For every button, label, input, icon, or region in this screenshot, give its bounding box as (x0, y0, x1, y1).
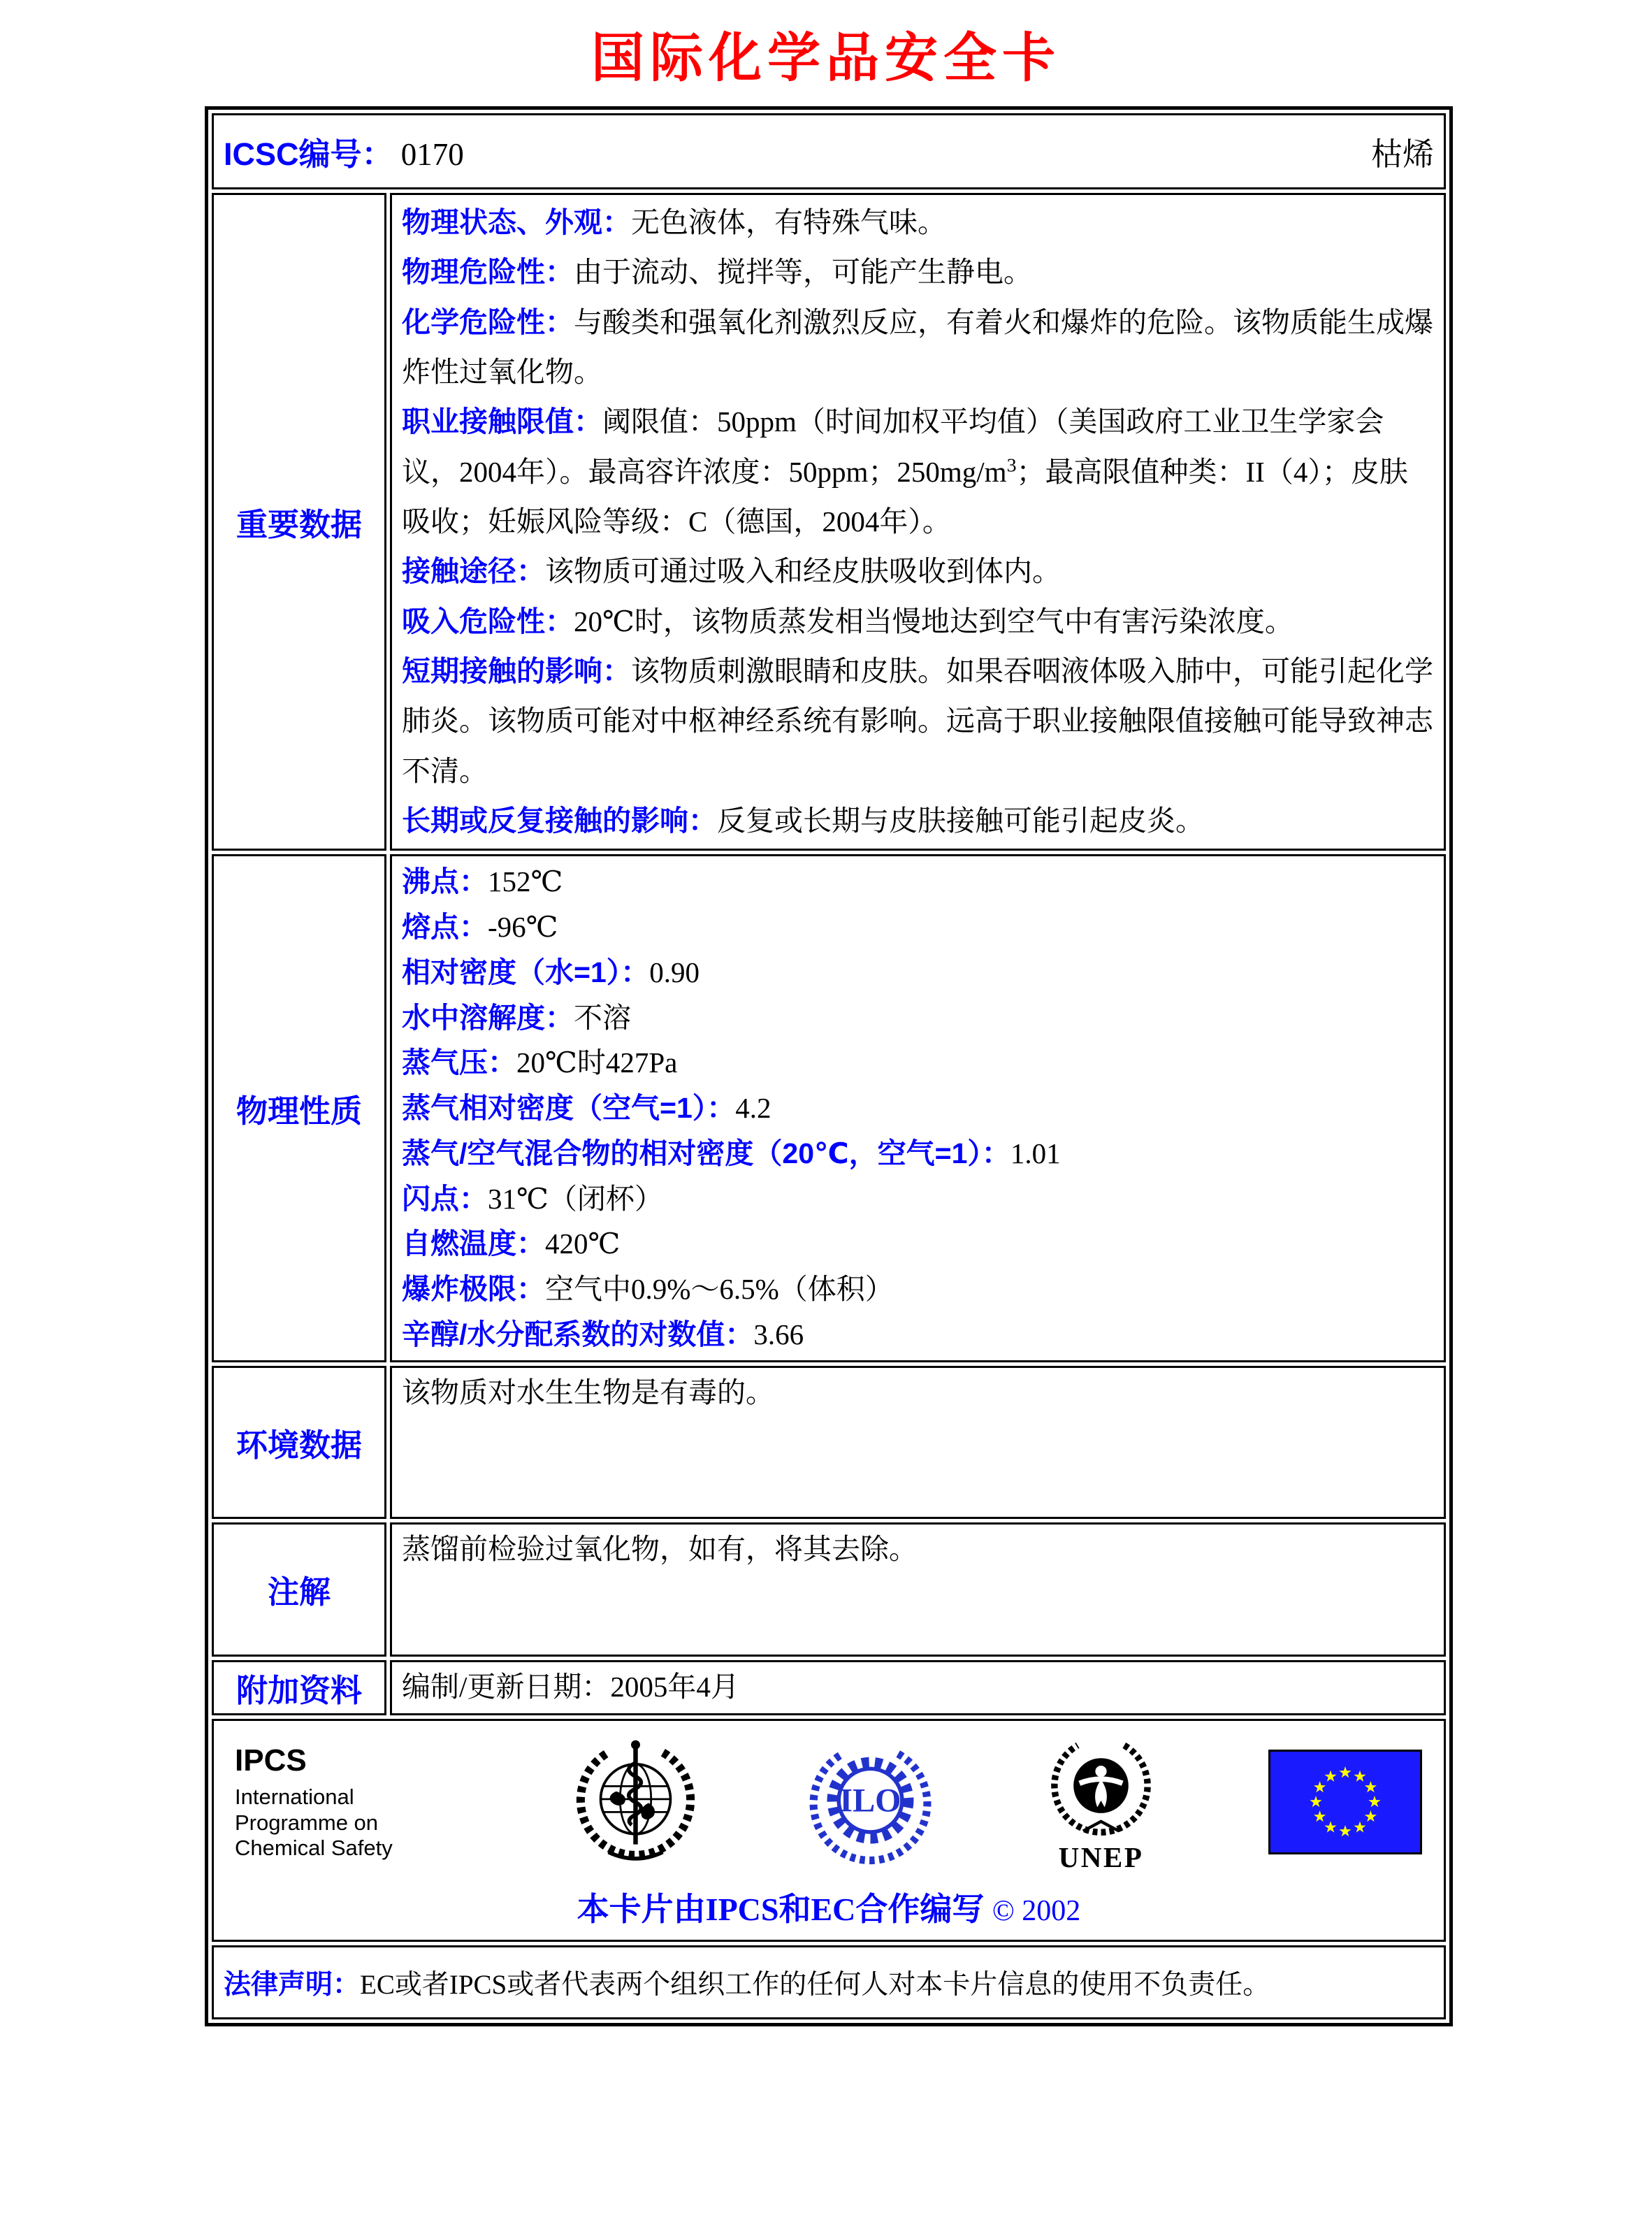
field-label: 沸点： (402, 865, 488, 898)
unep-icon (1040, 1731, 1162, 1874)
property-line: 职业接触限值：阈限值：50ppm（时间加权平均值）（美国政府工业卫生学家会议，2004年）。最高容许浓度：50ppm；$250mg/m^3$；最高限值种类：II（4）；皮肤吸收；妊娠风险等级：C（德国，2004年）。 (402, 405, 1408, 538)
logos-cell (212, 1719, 1446, 1942)
additional-info-content (390, 1660, 1446, 1715)
footer-caption (235, 1884, 1423, 1930)
ipcs-line-3: Chemical Safety (235, 1836, 393, 1861)
field-label: 蒸气压： (402, 1046, 516, 1079)
property-line: 熔点：-96℃ (402, 911, 558, 944)
who-icon (571, 1736, 700, 1868)
additional-info-text: 编制/更新日期：2005年4月 (402, 1671, 739, 1703)
property-line: 接触途径：该物质可通过吸入和经皮肤吸收到体内。 (402, 555, 1061, 588)
field-label: 相对密度（水=1）： (402, 956, 650, 988)
property-line: 相对密度（水=1）：0.90 (402, 956, 700, 988)
notes-text: 蒸馏前检验过氧化物，如有，将其去除。 (402, 1532, 918, 1565)
section-label-physical-text: 物理性质 (236, 1093, 362, 1129)
notes-content (390, 1522, 1446, 1657)
section-label-physical (212, 854, 386, 1362)
environment-text: 该物质对水生生物是有毒的。 (402, 1376, 774, 1408)
field-label: 蒸气/空气混合物的相对密度（20℃，空气=1）： (402, 1137, 1010, 1169)
field-label: 爆炸极限： (402, 1273, 545, 1306)
field-label: 职业接触限值： (402, 405, 602, 438)
icsc-card-table (205, 106, 1453, 2026)
icsc-number-value: 0170 (400, 137, 464, 172)
property-line: 自燃温度：420℃ (402, 1227, 621, 1260)
property-line: 物理状态、外观：无色液体，有特殊气味。 (402, 206, 946, 238)
property-line: 物理危险性：由于流动、搅拌等，可能产生静电。 (402, 256, 1032, 289)
section-label-environment (212, 1366, 386, 1519)
footer-caption-text: 本卡片由IPCS和EC合作编写 (577, 1891, 985, 1927)
eu-flag-icon (1268, 1750, 1423, 1854)
ipcs-block (235, 1743, 465, 1861)
section-label-environment-text: 环境数据 (236, 1427, 362, 1463)
additional-info-row (212, 1660, 1446, 1715)
ipcs-line-2: Programme on (235, 1810, 379, 1835)
physical-properties-content (390, 854, 1446, 1362)
ipcs-acronym: IPCS (235, 1743, 307, 1778)
field-label: 接触途径： (402, 555, 545, 588)
property-line: 长期或反复接触的影响：反复或长期与皮肤接触可能引起皮炎。 (402, 804, 1204, 837)
field-label: 物理危险性： (402, 256, 574, 289)
field-label: 熔点： (402, 911, 488, 944)
chemical-name: 枯烯 (1370, 137, 1434, 172)
ilo-icon (806, 1736, 935, 1868)
physical-properties-row (212, 854, 1446, 1362)
field-label: 自燃温度： (402, 1227, 545, 1260)
environment-content (390, 1366, 1446, 1519)
property-line: 吸入危险性：20℃时，该物质蒸发相当慢地达到空气中有害污染浓度。 (402, 605, 1294, 637)
field-label: 长期或反复接触的影响： (402, 804, 717, 837)
section-label-notes (212, 1522, 386, 1657)
legal-label: 法律声明： (224, 1969, 361, 2000)
ilo-letters: ILO (839, 1782, 901, 1819)
property-line: 化学危险性：与酸类和强氧化剂激烈反应，有着火和爆炸的危险。该物质能生成爆炸性过氧化物。 (402, 305, 1433, 388)
legal-text: EC或者IPCS或者代表两个组织工作的任何人对本卡片信息的使用不负责任。 (360, 1969, 1270, 2000)
field-label: 蒸气相对密度（空气=1）： (402, 1092, 736, 1125)
field-label: 物理状态、外观： (402, 206, 631, 238)
field-label: 吸入危险性： (402, 605, 574, 637)
section-label-notes-text: 注解 (267, 1574, 331, 1610)
property-line: 水中溶解度：不溶 (402, 1001, 631, 1034)
property-line: 蒸气/空气混合物的相对密度（20℃，空气=1）：1.01 (402, 1137, 1061, 1169)
section-label-important (212, 193, 386, 851)
notes-row (212, 1522, 1446, 1657)
icsc-header-cell (212, 113, 1446, 189)
icsc-number-row (212, 113, 1446, 189)
field-label: 辛醇/水分配系数的对数值： (402, 1318, 754, 1350)
ipcs-line-1: International (235, 1785, 354, 1810)
property-line: 闪点：31℃（闭杯） (402, 1182, 663, 1215)
logos-row (212, 1719, 1446, 1942)
environment-row (212, 1366, 1446, 1519)
property-line: 辛醇/水分配系数的对数值：3.66 (402, 1318, 804, 1350)
field-label: 短期接触的影响： (402, 654, 631, 687)
property-line: 短期接触的影响：该物质刺激眼睛和皮肤。如果吞咽液体吸入肺中，可能引起化学肺炎。该物质可能对中枢神经系统有影响。远高于职业接触限值接触可能导致神志不清。 (402, 654, 1433, 787)
section-label-additional (212, 1660, 386, 1715)
field-label: 闪点： (402, 1182, 488, 1215)
section-label-additional-text: 附加资料 (236, 1672, 362, 1708)
property-line: 蒸气压：20℃时427Pa (402, 1046, 678, 1079)
property-line: 沸点：152℃ (402, 865, 563, 898)
unep-label: UNEP (1058, 1840, 1144, 1873)
icsc-number-group (224, 129, 464, 174)
legal-cell (212, 1945, 1446, 2019)
important-data-content (390, 193, 1446, 851)
property-line: 爆炸极限：空气中0.9%～6.5%（体积） (402, 1273, 894, 1306)
section-label-important-text: 重要数据 (236, 507, 362, 543)
copyright-text: © 2002 (992, 1894, 1081, 1927)
page-title: 国际化学品安全卡 (591, 29, 1061, 88)
field-label: 化学危险性： (402, 305, 574, 338)
icsc-number-label: ICSC编号： (224, 136, 393, 172)
legal-row (212, 1945, 1446, 2019)
field-label: 水中溶解度： (402, 1001, 574, 1034)
important-data-row (212, 193, 1446, 851)
property-line: 蒸气相对密度（空气=1）：4.2 (402, 1092, 771, 1125)
superscript: 3 (1006, 454, 1017, 476)
